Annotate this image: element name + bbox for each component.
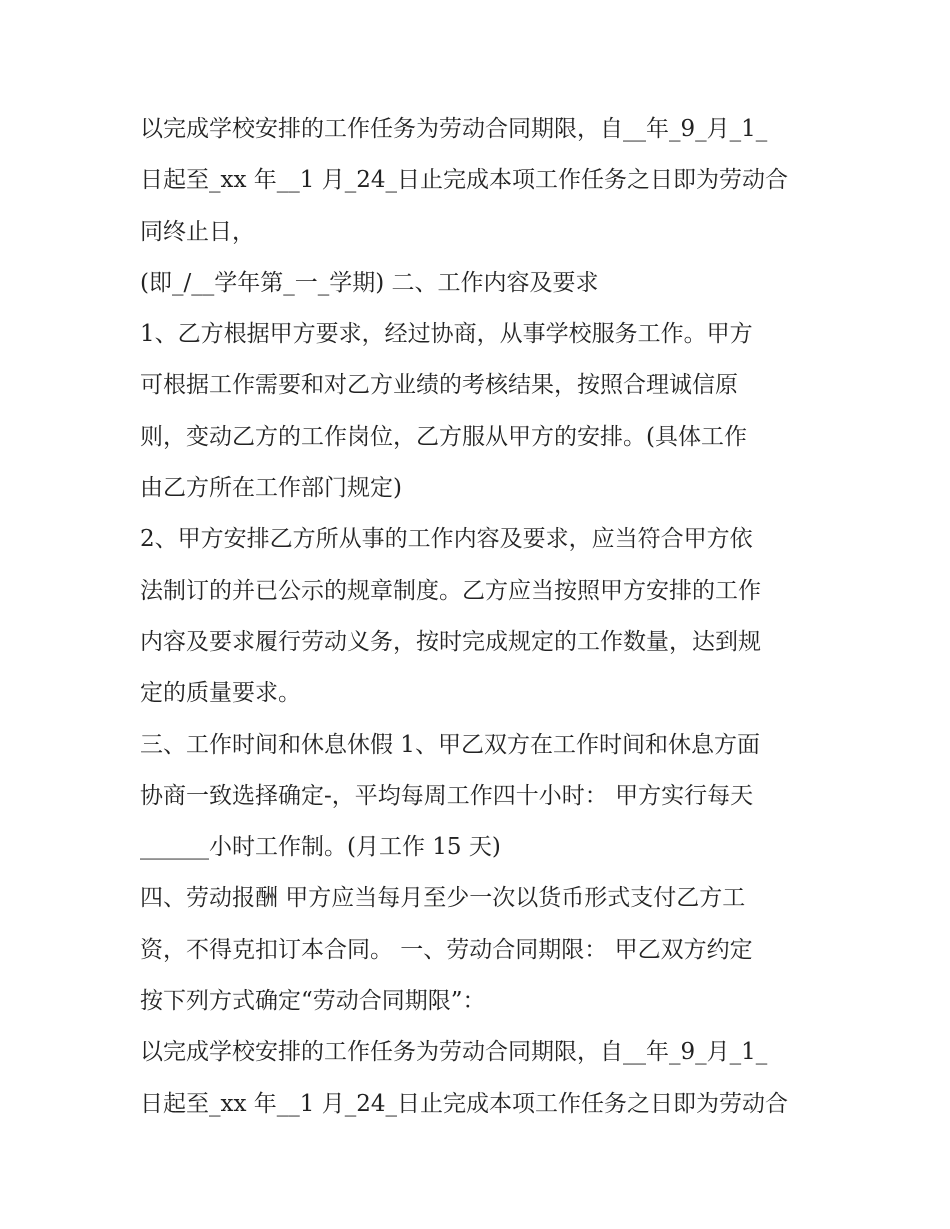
text-line: 日起至_xx 年__1 月_24_日止完成本项工作任务之日即为劳动合 bbox=[140, 167, 788, 194]
text-line: 以完成学校安排的工作任务为劳动合同期限，自__年_9_月_1_ bbox=[140, 1039, 768, 1066]
text-line: 1、乙方根据甲方要求，经过协商，从事学校服务工作。甲方 bbox=[140, 321, 753, 348]
text-line: 可根据工作需要和对乙方业绩的考核结果，按照合理诚信原 bbox=[140, 372, 738, 399]
text-line: 三、工作时间和休息休假 1、甲乙双方在工作时间和休息方面 bbox=[140, 731, 760, 758]
document-body bbox=[140, 104, 820, 1130]
text-line: 协商一致选择确定-，平均每周工作四十小时： 甲方实行每天 bbox=[140, 782, 754, 809]
text-line: 同终止日， bbox=[140, 218, 255, 245]
text-line: (即_/__学年第_一_学期) 二、工作内容及要求 bbox=[140, 269, 599, 296]
text-line: 由乙方所在工作部门规定) bbox=[140, 475, 402, 502]
text-line: 按下列方式确定“劳动合同期限”： bbox=[140, 988, 486, 1015]
text-line: 以完成学校安排的工作任务为劳动合同期限，自__年_9_月_1_ bbox=[140, 116, 768, 142]
text-line: 资，不得克扣订本合同。 一、劳动合同期限： 甲乙双方约定 bbox=[140, 936, 753, 963]
text-line: 四、劳动报酬 甲方应当每月至少一次以货币形式支付乙方工 bbox=[140, 885, 746, 912]
text-line: ______小时工作制。(月工作 15 天) bbox=[140, 834, 501, 861]
text-line: 法制订的并已公示的规章制度。乙方应当按照甲方安排的工作 bbox=[140, 577, 761, 604]
text-line: 则，变动乙方的工作岗位，乙方服从甲方的安排。(具体工作 bbox=[140, 423, 747, 450]
text-line: 定的质量要求。 bbox=[140, 680, 301, 707]
text-line: 日起至_xx 年__1 月_24_日止完成本项工作任务之日即为劳动合 bbox=[140, 1090, 788, 1117]
text-line: 内容及要求履行劳动义务，按时完成规定的工作数量，达到规 bbox=[140, 628, 761, 655]
text-line: 2、甲方安排乙方所从事的工作内容及要求，应当符合甲方依 bbox=[140, 526, 753, 553]
